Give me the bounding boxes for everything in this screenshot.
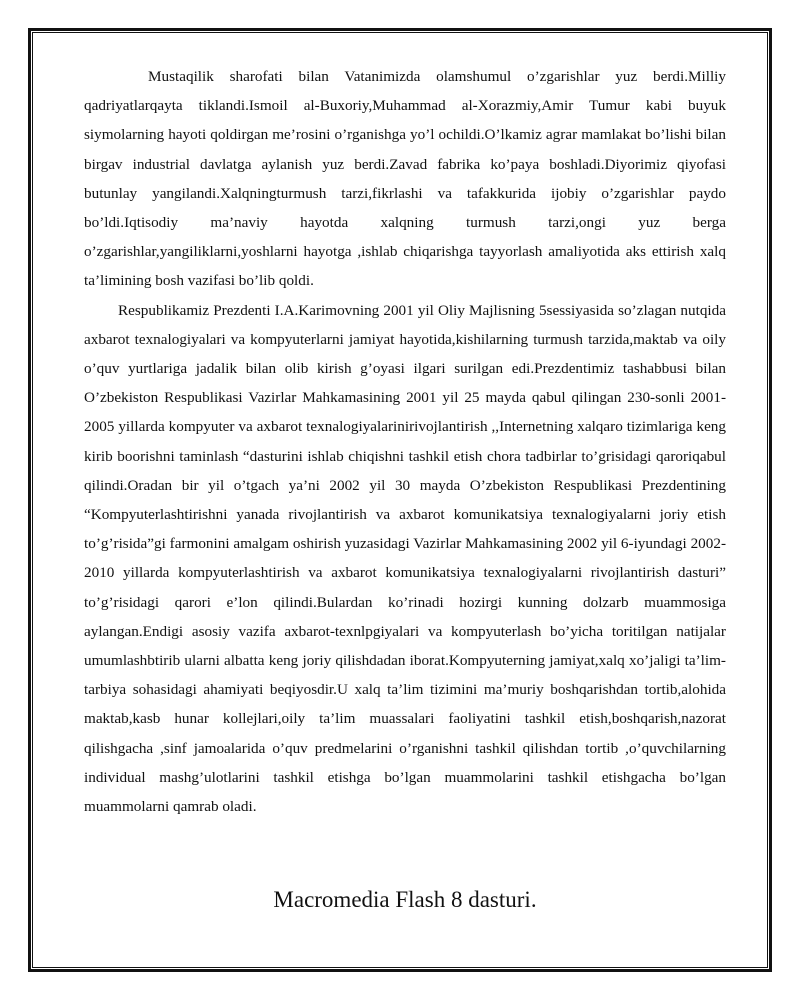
paragraph-independence: Mustaqilik sharofati bilan Vatanimizda olamshumul o’zgarishlar yuz berdi.Milliy qadriyatlarqayta tiklandi.Ismoil al-Buxoriy,Muhammad al-Xorazmiy,Amir Tumur kabi buyuk siymolarning hayoti qoldirgan me’rosini o’rganishga yo’l ochildi.O’lkamiz agrar mamlakat bo’lishi bilan birgav industrial davlatga aylanish yuz berdi.Zavad fabrika ko’paya boshladi.Diyorimiz qiyofasi butunlay yangilandi.Xalqningturmush tarzi,fikrlashi va tafakkurida ijobiy o’zgarishlar paydo bo’ldi.Iqtisodiy ma’naviy hayotda xalqning turmush tarzi,ongi yuz berga o’zgarishlar,yangiliklarni,yoshlarni hayotga ,ishlab chiqarishga tayyorlash amaliyotida aks ettirish xalq ta’limining bosh vazifasi bo’lib qoldi. (84, 68, 726, 290)
section-heading: Macromedia Flash 8 dasturi. (273, 887, 537, 912)
document-body (84, 62, 726, 821)
paragraph-computerization: Respublikamiz Prezdenti I.A.Karimovning 2001 yil Oliy Majlisning 5sessiyasida so’zlagan nutqida axbarot texnalogiyalari va kompyuterlarni jamiyat hayotida,kishilarning turmush tarzida,maktab va oily o’quv yurtlariga jadalik bilan olib kirish g’oyasi ilgari surilgan edi.Prezdentimiz tashabbusi bilan O’zbekiston Respublikasi Vazirlar Mahkamasining 2001 yil 25 mayda qabul qilingan 230-sonli 2001-2005 yillarda kompyuter va axbarot texnalogiyalarinirivojlantirish ,,Internetning xalqaro tizimlariga keng kirib boorishni taminlash “dasturini ishlab chiqishni tashkil etish chora tadbirlar to’grisidagi qaroriqabul qilindi.Oradan bir yil o’tgach ya’ni 2002 yil 30 mayda O’zbekiston Respublikasi Prezdentining “Kompyuterlashtirishni yanada rivojlantirish va axbarot komunikatsiya texnalogiyalarni joriy etish to’g’risida”gi farmonini amalgam oshirish yuzasidagi Vazirlar Mahkamasining 2002 yil 6-iyundagi 2002-2010 yillarda kompyuterlashtirish va axbarot komunikatsiya texnalogiyalarni rivojlantirish dasturi” to’g’risidagi qarori e’lon qilindi.Bulardan ko’rinadi hozirgi kunning dolzarb muammosiga aylangan.Endigi asosiy vazifa axbarot-texnlpgiyalari va kompyuterlash bo’yicha toritilgan natijalar umumlashbtirib ularni albatta keng joriy qilishdadan iborat.Kompyuterning jamiyat,xalq xo’jaligi ta’lim-tarbiya sohasidagi ahamiyati beqiyosdir.U xalq ta’lim tizimini ma’muriy boshqarishdan tortib,alohida maktab,kasb hunar kollejlari,oily ta’lim muassalari faoliyatini tashkil etish,boshqarish,nazorat qilishgacha ,sinf jamoalarida o’quv predmelarini o’rganishni tashkil qilishdan tortib ,o’quvchilarning individual mashg’ulotlarini tashkil etishga bo’lgan muammolarini tashkil etishgacha bo’lgan muammolarni qamrab oladi. (84, 301, 726, 816)
